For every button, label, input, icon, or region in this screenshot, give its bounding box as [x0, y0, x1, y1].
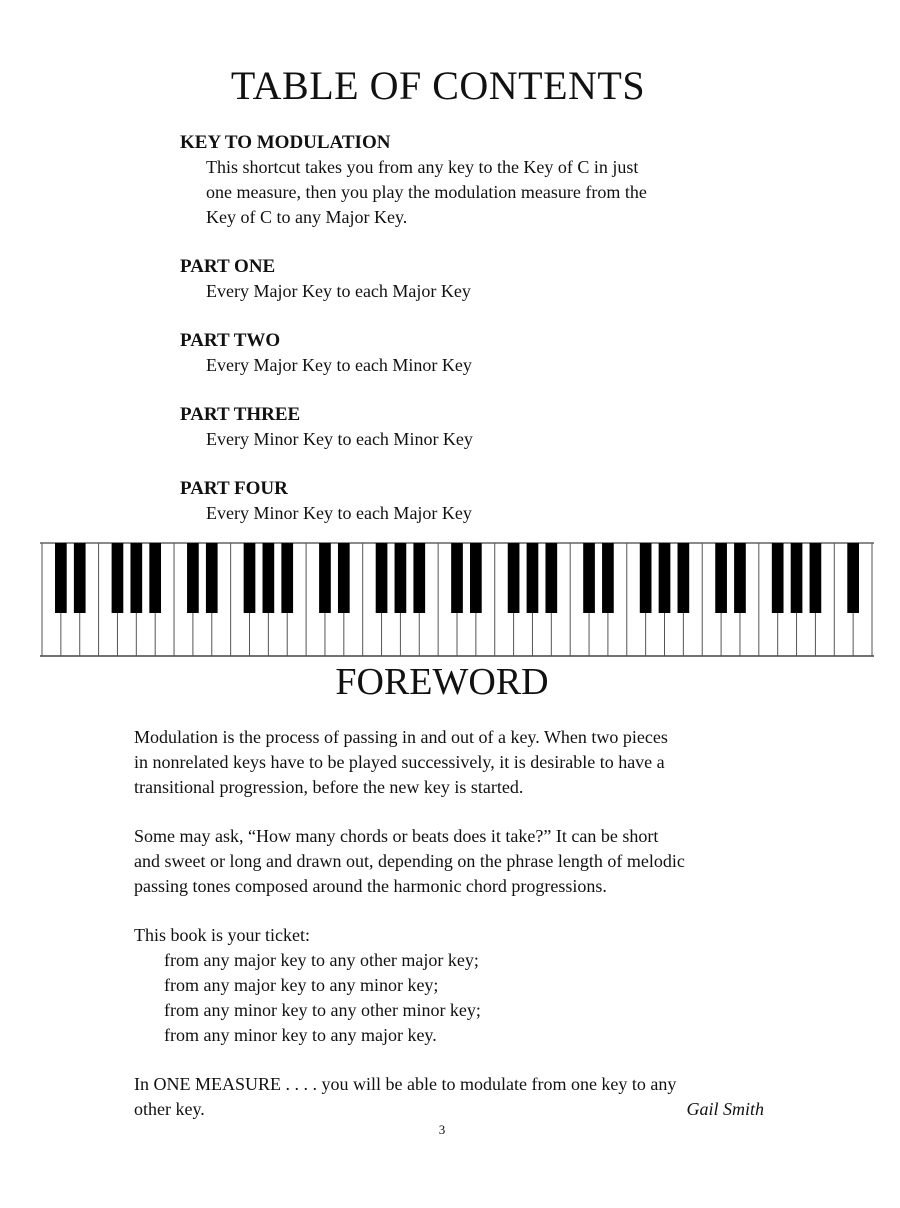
black-key [508, 543, 520, 613]
toc-desc-line: This shortcut takes you from any key to the Key of C in just [206, 157, 639, 177]
foreword-title: FOREWORD [335, 661, 549, 703]
black-key [281, 543, 293, 613]
foreword-body [134, 725, 794, 1122]
text-line: In ONE MEASURE . . . . you will be able to modulate from one key to any [134, 1074, 677, 1094]
foreword-paragraph [134, 824, 794, 899]
black-key [112, 543, 124, 613]
text-line: and sweet or long and drawn out, depending on the phrase length of melodic [134, 851, 685, 871]
toc-title: TABLE OF CONTENTS [230, 63, 646, 108]
toc-section-part-four [180, 476, 800, 526]
black-key [338, 543, 350, 613]
foreword-paragraph [134, 725, 794, 800]
toc-desc-line: Every Major Key to each Minor Key [206, 355, 472, 375]
black-key [678, 543, 690, 613]
black-key [640, 543, 652, 613]
toc-desc-line: Every Minor Key to each Minor Key [206, 429, 473, 449]
black-key [244, 543, 256, 613]
black-key [130, 543, 142, 613]
black-key [451, 543, 463, 613]
toc-heading: PART TWO [180, 330, 281, 351]
black-key [206, 543, 218, 613]
list-item: from any minor key to any other minor key; [164, 1000, 481, 1020]
toc-section-part-two [180, 328, 800, 378]
black-key [395, 543, 407, 613]
black-key [602, 543, 614, 613]
closing-paragraph [134, 1072, 794, 1122]
black-key [734, 543, 746, 613]
black-key [659, 543, 671, 613]
text-line: Some may ask, “How many chords or beats does it take?” It can be short [134, 826, 659, 846]
black-key [413, 543, 425, 613]
author-signature: Gail Smith [686, 1099, 764, 1119]
toc-desc-line: Key of C to any Major Key. [206, 207, 408, 227]
black-key [791, 543, 803, 613]
black-key [847, 543, 859, 613]
black-key [55, 543, 67, 613]
toc-desc-line: Every Minor Key to each Major Key [206, 503, 472, 523]
toc-heading: PART FOUR [180, 478, 288, 499]
text-line: transitional progression, before the new key is started. [134, 777, 524, 797]
toc-section-key-to-modulation [180, 130, 800, 230]
black-key [74, 543, 86, 613]
toc-desc-line: one measure, then you play the modulation measure from the [206, 182, 647, 202]
black-key [545, 543, 557, 613]
list-intro: This book is your ticket: [134, 925, 310, 945]
black-key [376, 543, 388, 613]
black-key [187, 543, 199, 613]
text-line: in nonrelated keys have to be played successively, it is desirable to have a [134, 752, 665, 772]
black-key [149, 543, 161, 613]
toc-section-part-three [180, 402, 800, 452]
black-key [319, 543, 331, 613]
ticket-list [134, 923, 794, 1048]
list-item: from any major key to any other major key; [164, 950, 479, 970]
piano-keyboard-illustration [40, 542, 874, 660]
black-key [583, 543, 595, 613]
text-line: Modulation is the process of passing in and out of a key. When two pieces [134, 727, 668, 747]
toc-heading: KEY TO MODULATION [180, 132, 391, 153]
text-line: passing tones composed around the harmonic chord progressions. [134, 876, 607, 896]
toc-section-part-one [180, 254, 800, 304]
black-key [527, 543, 539, 613]
toc-desc-line: Every Major Key to each Major Key [206, 281, 471, 301]
black-key [263, 543, 275, 613]
black-key [470, 543, 482, 613]
text-line: other key. [134, 1099, 205, 1119]
list-item: from any major key to any minor key; [164, 975, 439, 995]
black-key [772, 543, 784, 613]
black-key [810, 543, 822, 613]
page-number: 3 [438, 1122, 446, 1137]
toc-list [180, 130, 800, 526]
list-item: from any minor key to any major key. [164, 1025, 437, 1045]
toc-heading: PART THREE [180, 404, 301, 425]
toc-heading: PART ONE [180, 256, 276, 277]
black-key [715, 543, 727, 613]
